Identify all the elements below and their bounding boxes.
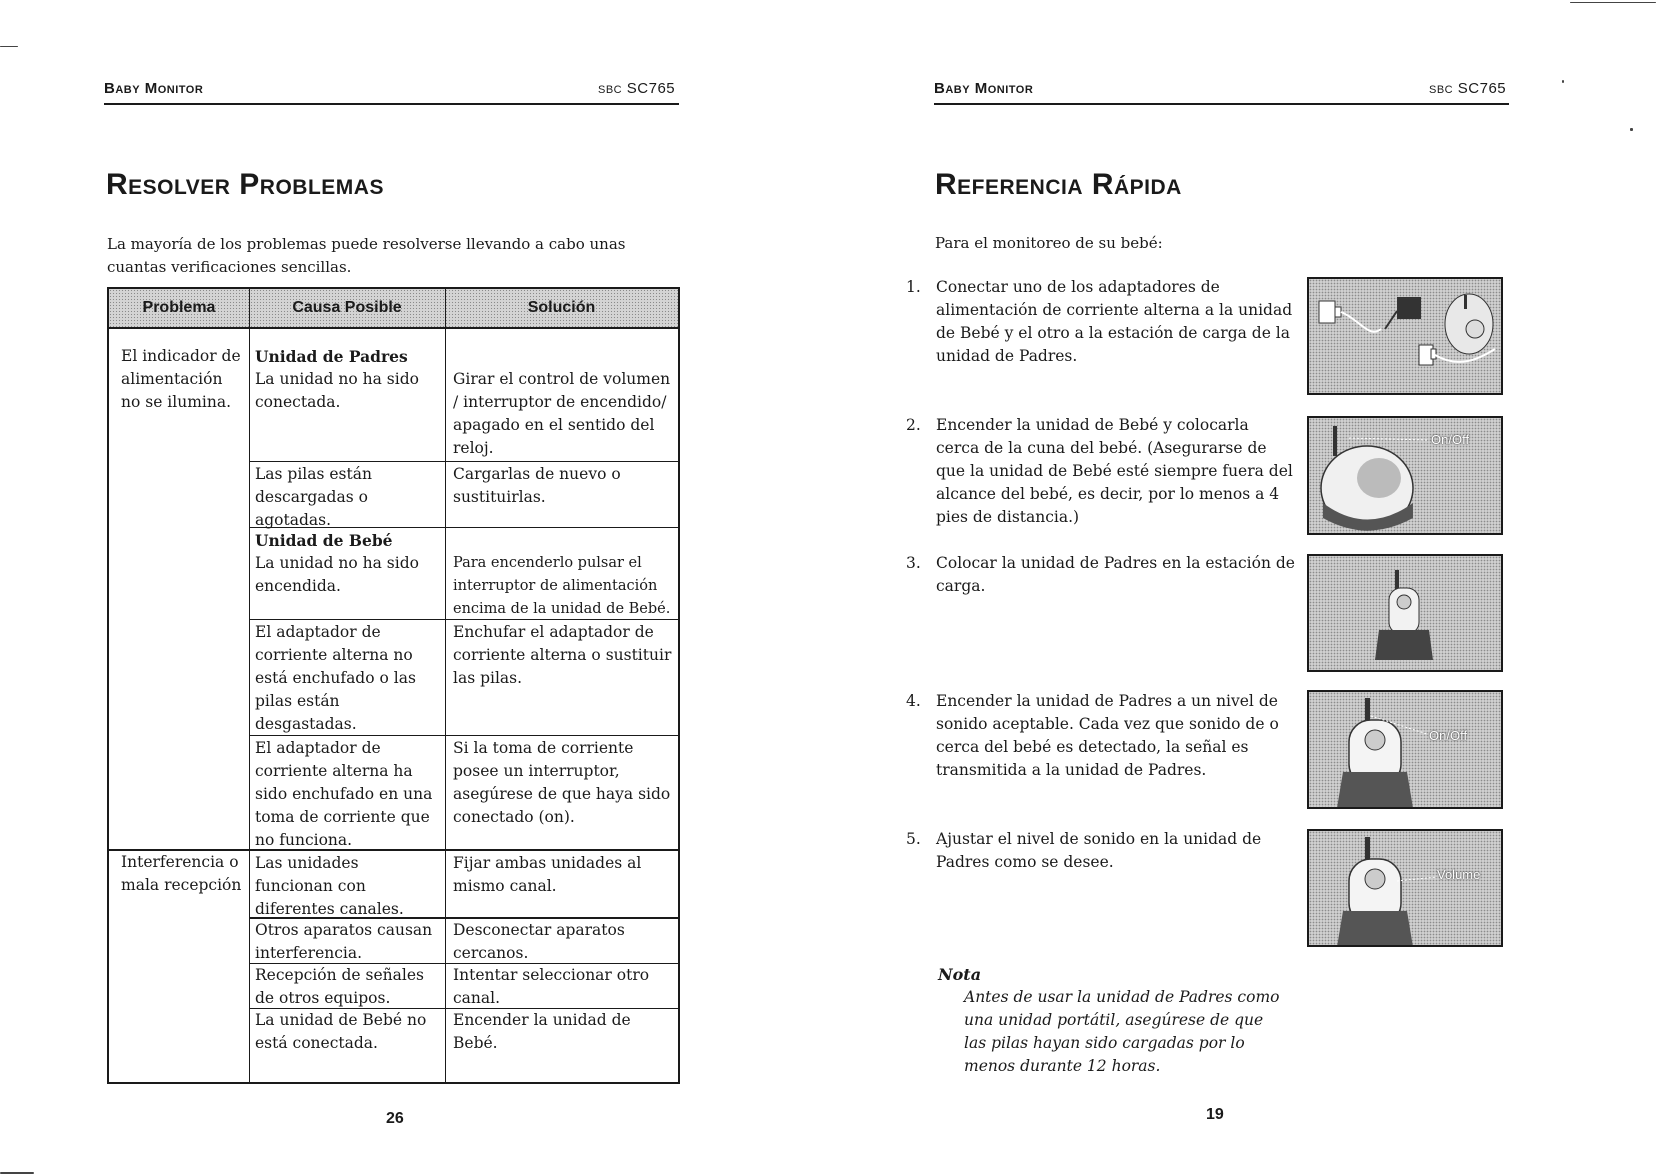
step-text: Encender la unidad de Padres a un nivel de sonido aceptable. Cada vez que sonido de o cerca del bebé es detectado, la señal es transmitida a la unidad de Padres. <box>936 692 1279 779</box>
cause-cell: La unidad no ha sido conectada. <box>255 370 419 411</box>
cause-cell: Las pilas están descargadas o agotadas. <box>255 465 372 529</box>
left-header-rule <box>104 103 679 105</box>
step-number: 1. <box>906 278 921 296</box>
table-header-causa: Causa Posible <box>292 299 402 316</box>
left-header-model: sbc SC765 <box>598 80 676 97</box>
note-text: Antes de usar la unidad de Padres como una unidad portátil, asegúrese de que las pilas hayan sido cargadas por lo menos durante 12 horas. <box>964 988 1280 1075</box>
step-4 <box>906 690 1296 782</box>
solution-cell: Girar el control de volumen / interruptor de encendido/ apagado en el sentido del reloj. <box>453 370 671 457</box>
step-text: Colocar la unidad de Padres en la estación de carga. <box>936 554 1295 595</box>
illustration-adapters <box>1307 277 1503 395</box>
cause-cell: Otros aparatos causan interferencia. <box>255 921 433 962</box>
right-intro: Para el monitoreo de su bebé: <box>935 234 1163 252</box>
step-5 <box>906 828 1296 874</box>
cause-cell: La unidad no ha sido encendida. <box>255 554 419 595</box>
table-header-row <box>109 289 678 329</box>
on-off-label: On/Off <box>1431 432 1470 447</box>
step-number: 3. <box>906 554 921 572</box>
solution-cell: Si la toma de corriente posee un interruptor, asegúrese de que haya sido conectado (on). <box>453 739 671 826</box>
troubleshooting-table <box>107 287 680 1084</box>
step-number: 5. <box>906 830 921 848</box>
scan-speck <box>1630 128 1633 131</box>
illustration-volume <box>1307 829 1503 947</box>
right-page-title: Referencia Rápida <box>935 168 1182 201</box>
illustration-baby-unit-on-off <box>1307 416 1503 535</box>
table-header-problema: Problema <box>142 299 216 316</box>
volume-label: Volume <box>1437 867 1481 882</box>
left-header-title: Baby Monitor <box>104 80 204 97</box>
step-text: Encender la unidad de Bebé y colocarla cerca de la cuna del bebé. (Asegurarse de que la unidad de Bebé esté siempre fuera del alcance del bebé, es decir, por lo menos a 4 pies de distancia.) <box>936 416 1293 526</box>
problem-cell: Interferencia o mala recepción <box>121 853 242 894</box>
right-header-title: Baby Monitor <box>934 80 1034 97</box>
cause-cell: Recepción de señales de otros equipos. <box>255 966 424 1007</box>
note-title: Nota <box>938 965 982 984</box>
scan-speck <box>1562 80 1564 83</box>
solution-cell: Fijar ambas unidades al mismo canal. <box>453 854 642 895</box>
cause-cell: El adaptador de corriente alterna ha sido enchufado en una toma de corriente que no funciona. <box>255 739 433 849</box>
step-number: 2. <box>906 416 921 434</box>
left-page-number: 26 <box>386 1110 404 1127</box>
illustration-charging-station <box>1307 554 1503 672</box>
baby-unit-illustration <box>1309 418 1503 535</box>
cause-cell: El adaptador de corriente alterna no está enchufado o las pilas están desgastadas. <box>255 623 416 733</box>
section-label-baby: Unidad de Bebé <box>255 531 393 550</box>
cause-cell: La unidad de Bebé no está conectada. <box>255 1011 427 1052</box>
parent-unit-illustration <box>1309 692 1503 809</box>
problem-cell: El indicador de alimentación no se ilumina. <box>121 347 241 411</box>
parent-unit-volume-illustration <box>1309 831 1503 947</box>
parent-unit-in-charger-illustration <box>1309 556 1503 672</box>
step-2 <box>906 414 1296 529</box>
solution-cell: Desconectar aparatos cercanos. <box>453 921 625 962</box>
right-header-rule <box>934 103 1509 105</box>
solution-cell: Enchufar el adaptador de corriente alterna o sustituir las pilas. <box>453 623 672 687</box>
right-page-number: 19 <box>1206 1106 1224 1123</box>
right-header-model: sbc SC765 <box>1429 80 1507 97</box>
table-header-solucion: Solución <box>527 299 596 316</box>
on-off-label: On/Off <box>1429 728 1468 743</box>
step-text: Conectar uno de los adaptadores de alimentación de corriente alterna a la unidad de Bebé y el otro a la estación de carga de la unidad de Padres. <box>936 278 1293 365</box>
row-separator <box>249 461 678 462</box>
left-page-title: Resolver Problemas <box>106 168 384 201</box>
step-1 <box>906 276 1296 368</box>
illustration-parent-unit-on-off <box>1307 690 1503 809</box>
section-label-parents: Unidad de Padres <box>255 347 408 366</box>
cause-cell: Las unidades funcionan con diferentes canales. <box>255 854 404 918</box>
solution-cell: Cargarlas de nuevo o sustituirlas. <box>453 465 621 506</box>
step-text: Ajustar el nivel de sonido en la unidad de Padres como se desee. <box>936 830 1262 871</box>
right-page <box>828 0 1656 1174</box>
scan-speck <box>0 46 18 47</box>
adapters-charging-illustration <box>1309 279 1503 395</box>
left-intro: La mayoría de los problemas puede resolverse llevando a cabo unas cuantas verificaciones sencillas. <box>107 235 626 276</box>
solution-cell: Para encenderlo pulsar el interruptor de alimentación encima de la unidad de Bebé. <box>453 555 671 617</box>
scan-speck <box>1570 2 1656 3</box>
solution-cell: Intentar seleccionar otro canal. <box>453 966 650 1007</box>
step-3 <box>906 552 1296 598</box>
solution-cell: Encender la unidad de Bebé. <box>453 1011 631 1052</box>
step-number: 4. <box>906 692 921 710</box>
